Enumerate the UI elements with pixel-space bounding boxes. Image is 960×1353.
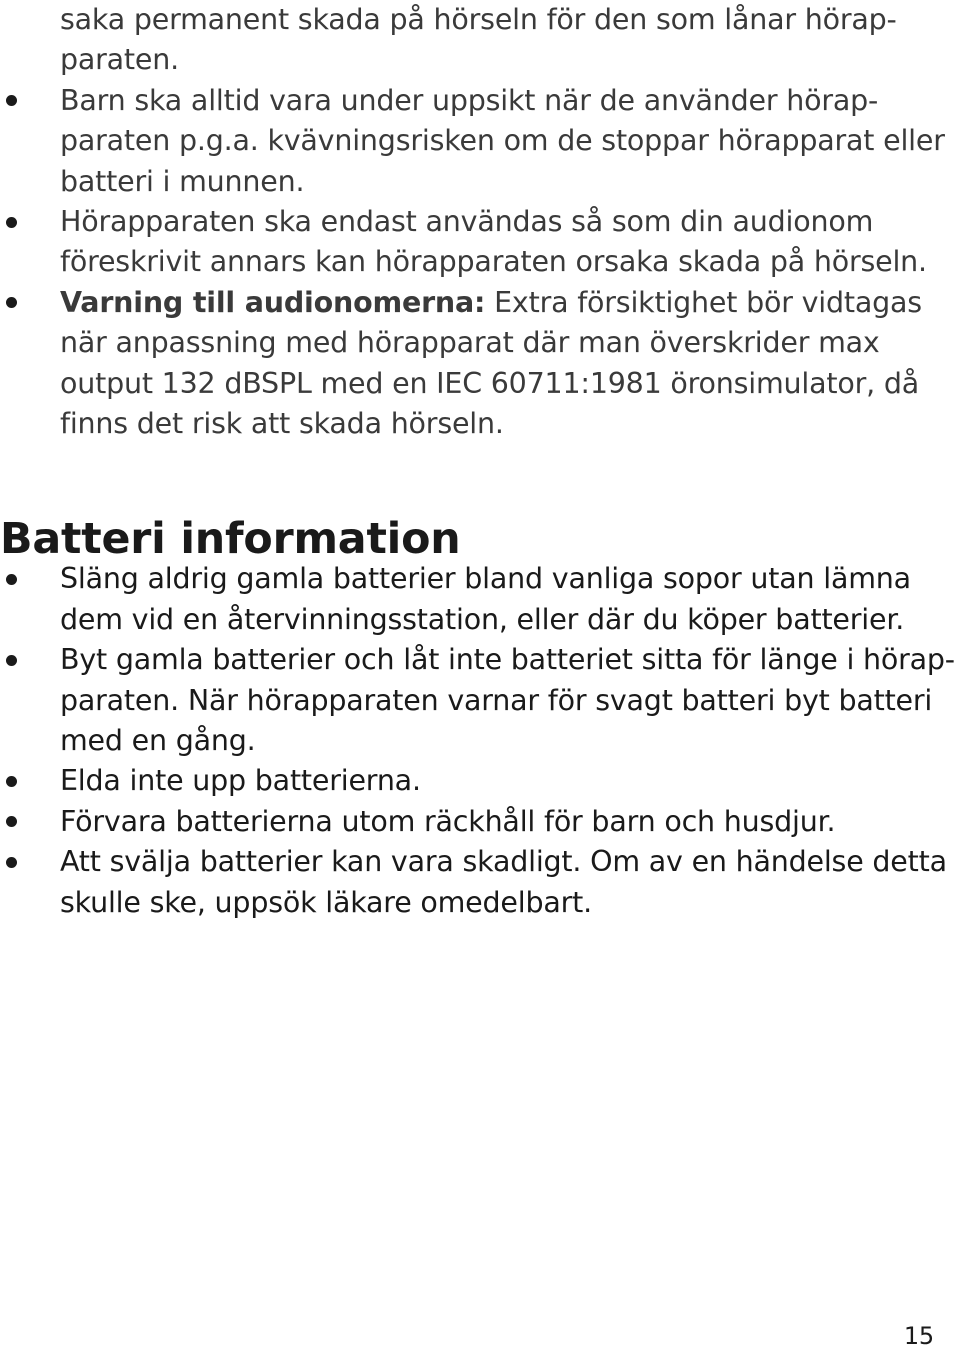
warnings-list bbox=[0, 81, 945, 445]
warning-text: Extra försiktighet bör vidtagas bbox=[485, 285, 922, 319]
bullet-icon bbox=[4, 640, 18, 680]
text-line bbox=[60, 283, 945, 323]
text-line: Barn ska alltid vara under uppsikt när de använder hörap- bbox=[60, 83, 879, 117]
battery-list bbox=[0, 559, 955, 923]
text-line: skulle ske, uppsök läkare omedelbart. bbox=[60, 885, 592, 919]
warning-label: Varning till audionomerna: bbox=[60, 285, 486, 319]
text-line: med en gång. bbox=[60, 723, 256, 757]
text-line: Släng aldrig gamla batterier bland vanliga sopor utan lämna bbox=[60, 562, 911, 596]
text-line: Byt gamla batterier och låt inte batteriet sitta för länge i hörap- bbox=[60, 643, 955, 677]
list-item bbox=[0, 761, 945, 801]
text-line: saka permanent skada på hörseln för den som lånar hörap- bbox=[60, 3, 897, 36]
list-item bbox=[0, 640, 955, 761]
text-line: när anpassning med hörapparat där man överskrider max bbox=[60, 326, 880, 360]
bullet-icon bbox=[4, 283, 18, 323]
text-line: dem vid en återvinningsstation, eller där du köper batterier. bbox=[60, 602, 905, 636]
warnings-section bbox=[0, 0, 945, 444]
page-number: 15 bbox=[903, 1322, 934, 1350]
bullet-icon bbox=[4, 842, 18, 882]
text-line: Hörapparaten ska endast användas så som din audionom bbox=[60, 204, 874, 238]
list-item bbox=[0, 802, 945, 842]
text-line: paraten. bbox=[60, 43, 179, 77]
list-item bbox=[0, 842, 945, 923]
text-line: Att svälja batterier kan vara skadligt. Om av en händelse detta bbox=[60, 845, 947, 879]
list-item bbox=[0, 202, 945, 283]
bullet-icon bbox=[4, 559, 18, 599]
text-line: finns det risk att skada hörseln. bbox=[60, 406, 504, 440]
text-line: batteri i munnen. bbox=[60, 164, 305, 198]
text-line: paraten p.g.a. kvävningsrisken om de stoppar hörapparat eller bbox=[60, 124, 945, 158]
text-line: paraten. När hörapparaten varnar för svagt batteri byt batteri bbox=[60, 683, 933, 717]
text-line: output 132 dBSPL med en IEC 60711:1981 öronsimulator, då bbox=[60, 366, 920, 400]
bullet-icon bbox=[4, 81, 18, 121]
section-heading: Batteri information bbox=[0, 514, 461, 564]
continuation-paragraph bbox=[0, 0, 945, 81]
list-item bbox=[0, 81, 945, 202]
list-item bbox=[0, 559, 945, 640]
battery-section bbox=[0, 514, 955, 923]
bullet-icon bbox=[4, 202, 18, 242]
text-line: Förvara batterierna utom räckhåll för barn och husdjur. bbox=[60, 804, 836, 838]
list-item bbox=[0, 283, 945, 445]
bullet-icon bbox=[4, 761, 18, 801]
bullet-icon bbox=[4, 802, 18, 842]
text-line: Elda inte upp batterierna. bbox=[60, 764, 421, 798]
text-line: föreskrivit annars kan hörapparaten orsaka skada på hörseln. bbox=[60, 245, 927, 279]
